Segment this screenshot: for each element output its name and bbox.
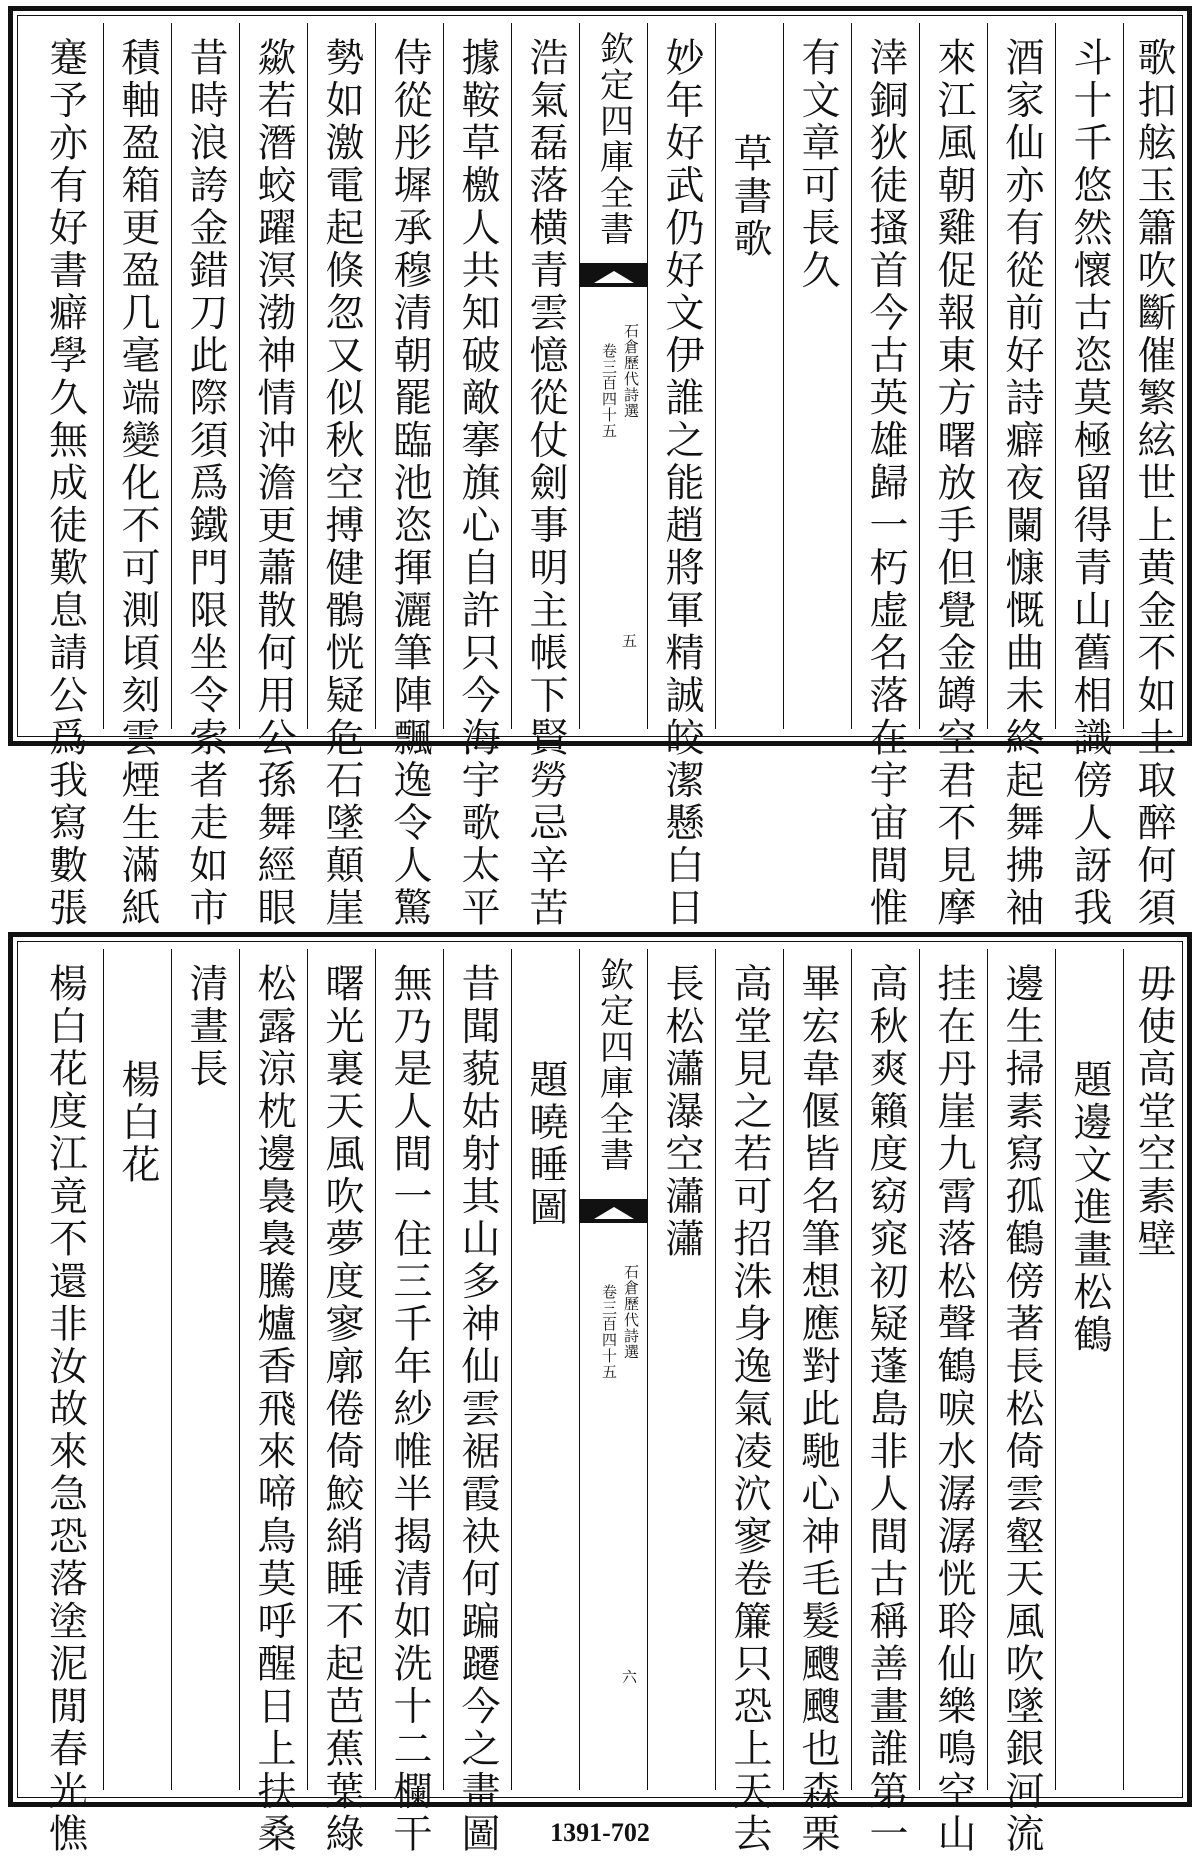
column-3 (987, 23, 1055, 930)
column-text: 邊生掃素寫孤鶴傍著長松倚雲壑天風吹墜銀河流 (999, 963, 1044, 1856)
column-text: 浩氣磊落横青雲憶從仗劍事明主帳下賢勞忌辛苦 (523, 37, 568, 930)
banxin-book: 石倉歷代詩選 (622, 323, 640, 419)
column-text: 長松瀟瀑空瀟瀟 (659, 963, 704, 1261)
column-text: 歌扣舷玉簫吹斷催繁絃世上黄金不如土取醉何須 (1131, 37, 1176, 930)
column-14 (171, 949, 239, 1790)
column-1 (1123, 23, 1183, 930)
column-1 (1123, 949, 1183, 1790)
column-3 (987, 949, 1055, 1856)
column-7 (715, 949, 783, 1856)
column-4 (919, 23, 987, 930)
column-text: 斗十千悠然懷古恣莫極留得青山舊相識傍人訝我 (1067, 37, 1112, 930)
column-2 (1055, 23, 1123, 930)
column-2 (1055, 949, 1123, 1790)
banxin-title: 欽定四庫全書 (593, 957, 634, 1173)
column-text: 來江風朝雞促報東方曙放手但覺金罇空君不見摩 (931, 37, 976, 930)
column-12 (307, 23, 375, 930)
column-16 (27, 23, 103, 930)
column-11 (375, 949, 443, 1856)
column-8 (647, 949, 715, 1790)
column-text: 侍從彤墀承穆清朝罷臨池恣揮灑筆陣飄逸令人驚 (387, 37, 432, 930)
column-text: 有文章可長久 (795, 37, 840, 292)
column-text: 畢宏韋偃皆名筆想應對此馳心神毛髮颼颼也森栗 (795, 963, 840, 1856)
banxin-page-number: 六 (620, 1669, 638, 1685)
column-13 (239, 23, 307, 930)
banxin-title: 欽定四庫全書 (593, 31, 634, 247)
column-5 (851, 949, 919, 1856)
column-text: 楊白花 (115, 1059, 160, 1187)
banxin-book: 石倉歷代詩選 (622, 1264, 640, 1360)
column-text: 無乃是人間一住三千年紗帷半揭清如洗十二欄干 (387, 963, 432, 1856)
column-6 (783, 949, 851, 1856)
column-text: 題曉睡圖 (523, 1059, 568, 1229)
fishtail-mark (580, 263, 647, 287)
column-text: 蹇予亦有好書癖學久無成徒歎息請公爲我寫數張 (42, 37, 88, 930)
banxin-page-number: 五 (620, 633, 638, 649)
column-4 (919, 949, 987, 1856)
column-14 (171, 23, 239, 930)
page-footer-number: 1391-702 (550, 1818, 650, 1847)
column-13 (239, 949, 307, 1856)
column-text: 清晝長 (183, 963, 228, 1091)
column-15 (103, 949, 171, 1790)
banxin-center-fold (579, 23, 647, 729)
column-text: 據鞍草檄人共知破敵搴旗心自許只今海宇歌太平 (455, 37, 500, 930)
column-text: 松露涼枕邊裊裊騰爐香飛來啼鳥莫呼醒日上扶桑 (251, 963, 296, 1856)
column-text: 昔時浪誇金錯刀此際須爲鐵門限坐令索者走如市 (183, 37, 228, 930)
column-6 (783, 23, 851, 729)
top-page (8, 6, 1192, 930)
banxin-center-fold (579, 949, 647, 1790)
column-5 (851, 23, 919, 930)
banxin-volume: 卷三百四十五 (600, 1284, 618, 1380)
column-text: 高秋爽籟度窈窕初疑蓬島非人間古稱善畫誰第一 (863, 963, 908, 1856)
column-text: 楊白花度江竟不還非汝故來急恐落塗泥閒春光憔 (42, 963, 88, 1856)
column-text: 歘若潛蛟躍溟渤神情沖澹更蕭散何用公孫舞經眼 (251, 37, 296, 930)
banxin-volume: 卷三百四十五 (600, 343, 618, 439)
column-text: 曙光裏天風吹夢度寥廓倦倚鮫綃睡不起芭蕉葉綠 (319, 963, 364, 1856)
column-7 (715, 23, 783, 729)
column-text: 草書歌 (727, 133, 772, 261)
column-9 (511, 23, 579, 930)
column-10 (443, 949, 511, 1856)
column-text: 高堂見之若可招洙身逸氣凌泬寥卷簾只恐上天去 (727, 963, 772, 1856)
column-text: 積軸盈箱更盈几毫端變化不可測頃刻雲煙生滿紙 (115, 37, 160, 930)
column-text: 酒家仙亦有從前好詩癖夜闌慷慨曲未終起舞拂袖 (999, 37, 1044, 930)
column-16 (27, 949, 103, 1856)
column-text: 妙年好武仍好文伊誰之能趙將軍精誠皎潔懸白日 (659, 37, 704, 930)
column-10 (443, 23, 511, 930)
column-11 (375, 23, 443, 930)
column-text: 毋使高堂空素壁 (1131, 963, 1176, 1261)
column-text: 題邊文進畫松鶴 (1067, 1059, 1112, 1357)
column-15 (103, 23, 171, 930)
column-8 (647, 23, 715, 930)
column-text: 挂在丹崖九霄落松聲鶴唳水潺潺恍聆仙樂鳴空山 (931, 963, 976, 1856)
column-text: 勢如激電起倏忽又似秋空搏健鶻恍疑危石墜顛崖 (319, 37, 364, 930)
column-9 (511, 949, 579, 1790)
column-12 (307, 949, 375, 1856)
fishtail-mark (580, 1199, 647, 1223)
column-text: 昔聞藐姑射其山多神仙雲裾霞袂何蹁躚今之畫圖 (455, 963, 500, 1856)
column-text: 涬銅狄徒搔首今古英雄歸一朽虚名落在宇宙間惟 (863, 37, 908, 930)
